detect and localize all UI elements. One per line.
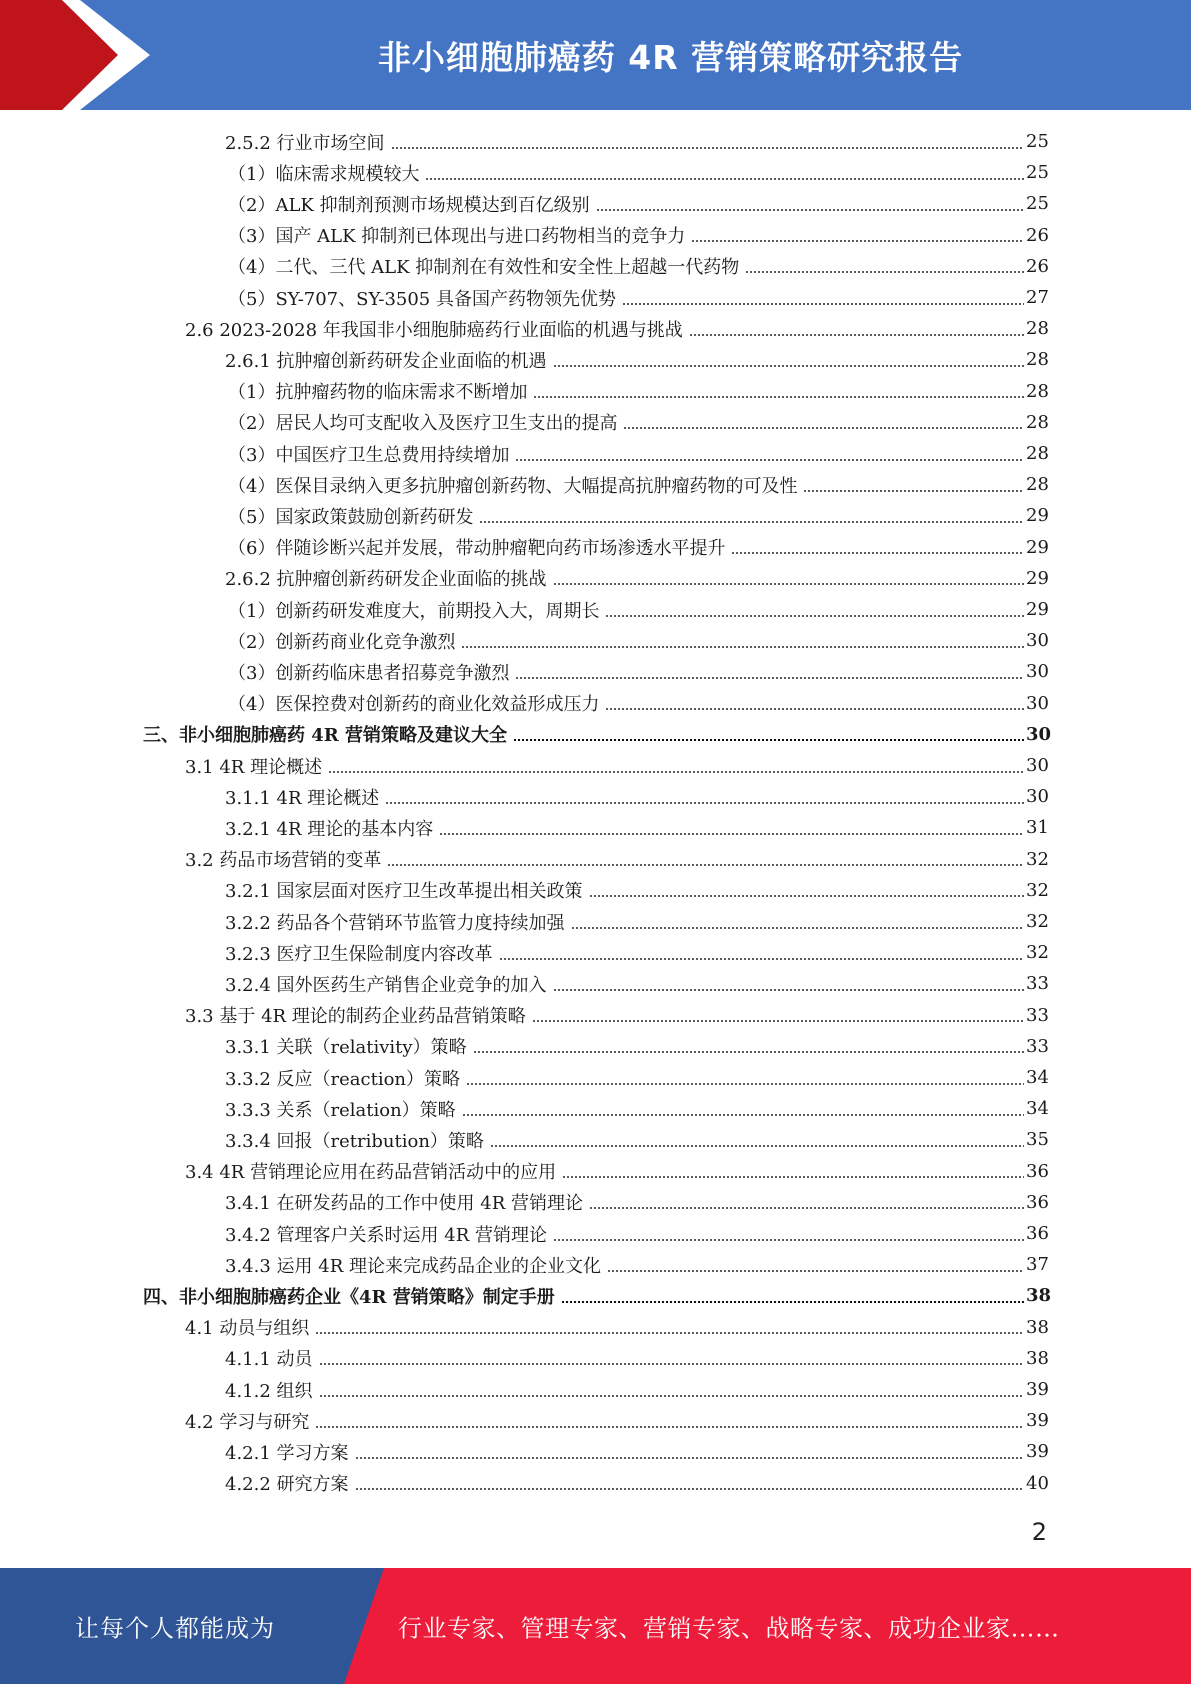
toc-page-number: 25 <box>1026 131 1049 152</box>
toc-page-number: 30 <box>1026 661 1049 683</box>
toc-entry-label: 4.2.2 研究方案 <box>225 1474 349 1496</box>
toc-entry-row[interactable] <box>228 594 1048 625</box>
toc-page-number: 27 <box>1026 287 1049 308</box>
toc-entry-row[interactable] <box>225 1249 1048 1280</box>
toc-entry-label: 四、非小细胞肺癌药企业《4R 营销策略》制定手册 <box>143 1286 555 1308</box>
toc-dot-leader <box>315 1426 1024 1428</box>
toc-entry-label: 2.6 2023-2028 年我国非小细胞肺癌药行业面临的机遇与挑战 <box>185 319 683 341</box>
toc-page-number: 29 <box>1026 599 1049 620</box>
toc-dot-leader <box>553 365 1024 367</box>
toc-entry-row[interactable] <box>228 376 1048 407</box>
toc-entry-label: （3）中国医疗卫生总费用持续增加 <box>228 444 510 466</box>
toc-entry-label: 2.6.1 抗肿瘤创新药研发企业面临的机遇 <box>225 350 547 372</box>
toc-dot-leader <box>596 209 1024 211</box>
toc-entry-row[interactable] <box>228 656 1048 687</box>
toc-entry-row[interactable] <box>185 1405 1048 1436</box>
page-number: 2 <box>1031 1518 1047 1546</box>
toc-dot-leader <box>589 895 1024 897</box>
toc-entry-label: 2.6.2 抗肿瘤创新药研发企业面临的挑战 <box>225 569 547 591</box>
toc-entry-label: 3.3.2 反应（reaction）策略 <box>225 1068 461 1090</box>
toc-page-number: 28 <box>1026 349 1049 371</box>
toc-entry-label: 3.2.2 药品各个营销环节监管力度持续加强 <box>225 912 565 934</box>
toc-entry-label: （4）二代、三代 ALK 抑制剂在有效性和安全性上超越一代药物 <box>228 257 740 279</box>
toc-page-number: 39 <box>1026 1379 1049 1400</box>
toc-entry-label: 4.2 学习与研究 <box>185 1411 310 1433</box>
toc-entry-label: 3.2.4 国外医药生产销售企业竞争的加入 <box>225 974 547 996</box>
toc-dot-leader <box>515 677 1024 679</box>
toc-entry-row[interactable] <box>225 1187 1048 1218</box>
toc-page-number: 30 <box>1026 786 1049 808</box>
toc-entry-row[interactable] <box>185 1312 1048 1343</box>
toc-page-number: 38 <box>1026 1285 1052 1307</box>
toc-dot-leader <box>461 646 1024 648</box>
toc-page-number: 32 <box>1026 848 1049 870</box>
toc-page-number: 25 <box>1026 162 1049 184</box>
toc-page-number: 33 <box>1026 973 1049 995</box>
toc-page-number: 28 <box>1026 443 1049 464</box>
toc-entry-row[interactable] <box>225 812 1048 843</box>
toc-page-number: 35 <box>1026 1129 1049 1151</box>
toc-page-number: 26 <box>1026 224 1049 246</box>
toc-page-number: 25 <box>1026 193 1049 215</box>
toc-dot-leader <box>319 1363 1024 1365</box>
toc-entry-label: 三、非小细胞肺癌药 4R 营销策略及建议大全 <box>143 725 508 747</box>
toc-dot-leader <box>473 1051 1024 1053</box>
toc-dot-leader <box>355 1457 1024 1459</box>
toc-entry-label: （1）临床需求规模较大 <box>228 163 420 185</box>
toc-entry-label: 3.3.1 关联（relativity）策略 <box>225 1037 467 1059</box>
toc-page-number: 32 <box>1026 911 1049 932</box>
toc-entry-label: 3.3.3 关系（relation）策略 <box>225 1099 456 1121</box>
toc-dot-leader <box>462 1114 1024 1116</box>
toc-page-number: 34 <box>1026 1098 1049 1120</box>
toc-page-number: 36 <box>1026 1223 1049 1244</box>
toc-dot-leader <box>605 708 1024 710</box>
toc-entry-row[interactable] <box>225 1468 1048 1499</box>
toc-dot-leader <box>466 1083 1024 1085</box>
header-arrow-decoration <box>0 0 160 110</box>
toc-page-number: 32 <box>1026 942 1049 964</box>
toc-dot-leader <box>571 927 1024 929</box>
toc-dot-leader <box>622 303 1024 305</box>
toc-dot-leader <box>515 459 1024 461</box>
toc-page-number: 29 <box>1026 567 1049 589</box>
toc-dot-leader <box>803 490 1024 492</box>
toc-page-number: 36 <box>1026 1191 1049 1213</box>
toc-entry-label: 3.4.3 运用 4R 理论来完成药品企业的企业文化 <box>225 1255 601 1277</box>
toc-entry-row[interactable] <box>225 126 1048 157</box>
toc-entry-label: 3.1.1 4R 理论概述 <box>225 787 380 809</box>
toc-page-number: 28 <box>1026 318 1049 340</box>
toc-page-number: 39 <box>1026 1410 1049 1432</box>
toc-dot-leader <box>385 802 1024 804</box>
toc-entry-label: （1）抗肿瘤药物的临床需求不断增加 <box>228 382 528 404</box>
toc-page-number: 30 <box>1026 723 1052 745</box>
toc-entry-row[interactable] <box>225 1374 1048 1405</box>
toc-entry-row[interactable] <box>228 220 1048 251</box>
toc-dot-leader <box>319 1395 1024 1397</box>
toc-entry-label: （6）伴随诊断兴起并发展，带动肿瘤靶向药市场渗透水平提升 <box>228 538 726 560</box>
toc-entry-label: 3.3 基于 4R 理论的制药企业药品营销策略 <box>185 1006 526 1028</box>
toc-page-number: 34 <box>1026 1067 1049 1088</box>
toc-dot-leader <box>691 240 1024 242</box>
toc-entry-label: 3.4.1 在研发药品的工作中使用 4R 营销理论 <box>225 1193 583 1215</box>
toc-page-number: 28 <box>1026 474 1049 496</box>
toc-entry-label: 3.4.2 管理客户关系时运用 4R 营销理论 <box>225 1224 547 1246</box>
toc-entry-label: 3.1 4R 理论概述 <box>185 756 323 778</box>
page-footer <box>0 1568 1191 1684</box>
toc-entry-row[interactable] <box>185 1000 1048 1031</box>
toc-entry-row[interactable] <box>225 1343 1048 1374</box>
toc-entry-row[interactable] <box>228 532 1048 563</box>
toc-entry-row[interactable] <box>228 188 1048 219</box>
toc-entry-label: 3.2.1 4R 理论的基本内容 <box>225 818 434 840</box>
toc-entry-row[interactable] <box>225 906 1048 937</box>
toc-entry-row[interactable] <box>228 251 1048 282</box>
toc-entry-row[interactable] <box>225 1436 1048 1467</box>
toc-entry-label: 3.2 药品市场营销的变革 <box>185 850 382 872</box>
toc-page-number: 40 <box>1026 1472 1049 1494</box>
toc-page-number: 31 <box>1026 817 1049 839</box>
toc-dot-leader <box>328 771 1024 773</box>
toc-dot-leader <box>425 178 1024 180</box>
footer-slogan-right: 行业专家、管理专家、营销专家、战略专家、成功企业家…… <box>398 1614 1060 1643</box>
toc-entry-label: （4）医保控费对创新药的商业化效益形成压力 <box>228 694 600 716</box>
toc-dot-leader <box>499 958 1024 960</box>
toc-entry-label: （2）居民人均可支配收入及医疗卫生支出的提高 <box>228 413 618 435</box>
toc-dot-leader <box>553 583 1024 585</box>
toc-entry-row[interactable] <box>185 313 1048 344</box>
toc-entry-row[interactable] <box>228 469 1048 500</box>
footer-slogan-left: 让每个人都能成为 <box>75 1614 275 1643</box>
toc-page-number: 30 <box>1026 692 1049 714</box>
toc-entry-row[interactable] <box>185 844 1048 875</box>
toc-entry-row[interactable] <box>225 563 1048 594</box>
toc-entry-row[interactable] <box>225 1093 1048 1124</box>
toc-dot-leader <box>391 147 1024 149</box>
toc-entry-row[interactable] <box>225 344 1048 375</box>
toc-chapter-row[interactable] <box>143 1280 1052 1311</box>
toc-dot-leader <box>479 521 1024 523</box>
toc-entry-row[interactable] <box>228 157 1048 188</box>
toc-dot-leader <box>490 1145 1024 1147</box>
toc-dot-leader <box>589 1207 1024 1209</box>
toc-entry-label: （5）国家政策鼓励创新药研发 <box>228 506 474 528</box>
toc-entry-row[interactable] <box>225 875 1048 906</box>
toc-page-number: 32 <box>1026 879 1049 901</box>
toc-entry-label: （4）医保目录纳入更多抗肿瘤创新药物、大幅提高抗肿瘤药物的可及性 <box>228 475 798 497</box>
toc-page-number: 30 <box>1026 755 1049 776</box>
toc-entry-row[interactable] <box>185 1156 1048 1187</box>
toc-entry-label: 4.1 动员与组织 <box>185 1318 310 1340</box>
toc-dot-leader <box>533 396 1024 398</box>
toc-entry-label: 3.4 4R 营销理论应用在药品营销活动中的应用 <box>185 1162 557 1184</box>
toc-entry-row[interactable] <box>225 1124 1048 1155</box>
toc-entry-label: 4.2.1 学习方案 <box>225 1442 349 1464</box>
toc-entry-row[interactable] <box>228 407 1048 438</box>
page-header <box>0 0 1191 110</box>
toc-dot-leader <box>315 1332 1024 1334</box>
toc-entry-label: 3.2.3 医疗卫生保险制度内容改革 <box>225 943 493 965</box>
toc-dot-leader <box>561 1301 1024 1303</box>
toc-entry-label: （3）创新药临床患者招募竞争激烈 <box>228 662 510 684</box>
toc-dot-leader <box>623 427 1024 429</box>
toc-dot-leader <box>553 1239 1024 1241</box>
header-title: 非小细胞肺癌药 4R 营销策略研究报告 <box>377 37 964 77</box>
toc-chapter-row[interactable] <box>143 719 1052 750</box>
toc-dot-leader <box>513 739 1024 741</box>
toc-entry-row[interactable] <box>228 500 1048 531</box>
toc-entry-label: 3.3.4 回报（retribution）策略 <box>225 1130 484 1152</box>
toc-entry-row[interactable] <box>185 750 1048 781</box>
toc-entry-row[interactable] <box>225 1031 1048 1062</box>
toc-dot-leader <box>355 1488 1024 1490</box>
toc-entry-row[interactable] <box>225 1062 1048 1093</box>
toc-entry-row[interactable] <box>225 937 1048 968</box>
toc-page-number: 29 <box>1026 505 1049 527</box>
toc-entry-label: （2）创新药商业化竞争激烈 <box>228 631 456 653</box>
toc-entry-label: 2.5.2 行业市场空间 <box>225 132 385 154</box>
toc-dot-leader <box>553 989 1024 991</box>
toc-entry-label: 4.1.2 组织 <box>225 1380 313 1402</box>
toc-dot-leader <box>731 552 1024 554</box>
toc-page-number: 33 <box>1026 1004 1049 1026</box>
toc-entry-row[interactable] <box>228 282 1048 313</box>
toc-page-number: 28 <box>1026 380 1049 402</box>
toc-page-number: 30 <box>1026 630 1049 652</box>
toc-entry-label: （3）国产 ALK 抑制剂已体现出与进口药物相当的竞争力 <box>228 226 686 248</box>
toc-entry-row[interactable] <box>228 688 1048 719</box>
toc-page-number: 29 <box>1026 536 1049 558</box>
toc-page-number: 39 <box>1026 1441 1049 1463</box>
toc-page-number: 28 <box>1026 411 1049 433</box>
toc-dot-leader <box>387 864 1024 866</box>
toc-entry-label: 3.2.1 国家层面对医疗卫生改革提出相关政策 <box>225 881 583 903</box>
toc-page-number: 26 <box>1026 255 1049 277</box>
toc-page-number: 37 <box>1026 1254 1049 1276</box>
toc-dot-leader <box>562 1176 1024 1178</box>
toc-entry-label: （2）ALK 抑制剂预测市场规模达到百亿级别 <box>228 194 590 216</box>
toc-entry-row[interactable] <box>228 625 1048 656</box>
toc-page-number: 38 <box>1026 1347 1049 1369</box>
toc-page-number: 38 <box>1026 1316 1049 1338</box>
toc-entry-row[interactable] <box>225 781 1048 812</box>
toc-dot-leader <box>532 1020 1024 1022</box>
toc-dot-leader <box>607 1270 1024 1272</box>
toc-dot-leader <box>605 615 1024 617</box>
toc-page-number: 33 <box>1026 1035 1049 1057</box>
toc-entry-label: （1）创新药研发难度大，前期投入大，周期长 <box>228 600 600 622</box>
toc-entry-label: 4.1.1 动员 <box>225 1349 313 1371</box>
toc-dot-leader <box>745 271 1024 273</box>
toc-entry-row[interactable] <box>225 968 1048 999</box>
toc-entry-label: （5）SY-707、SY-3505 具备国产药物领先优势 <box>228 288 616 310</box>
toc-page-number: 36 <box>1026 1160 1049 1182</box>
toc-entry-row[interactable] <box>225 1218 1048 1249</box>
toc-entry-row[interactable] <box>228 438 1048 469</box>
toc-dot-leader <box>439 833 1024 835</box>
toc-dot-leader <box>689 334 1024 336</box>
